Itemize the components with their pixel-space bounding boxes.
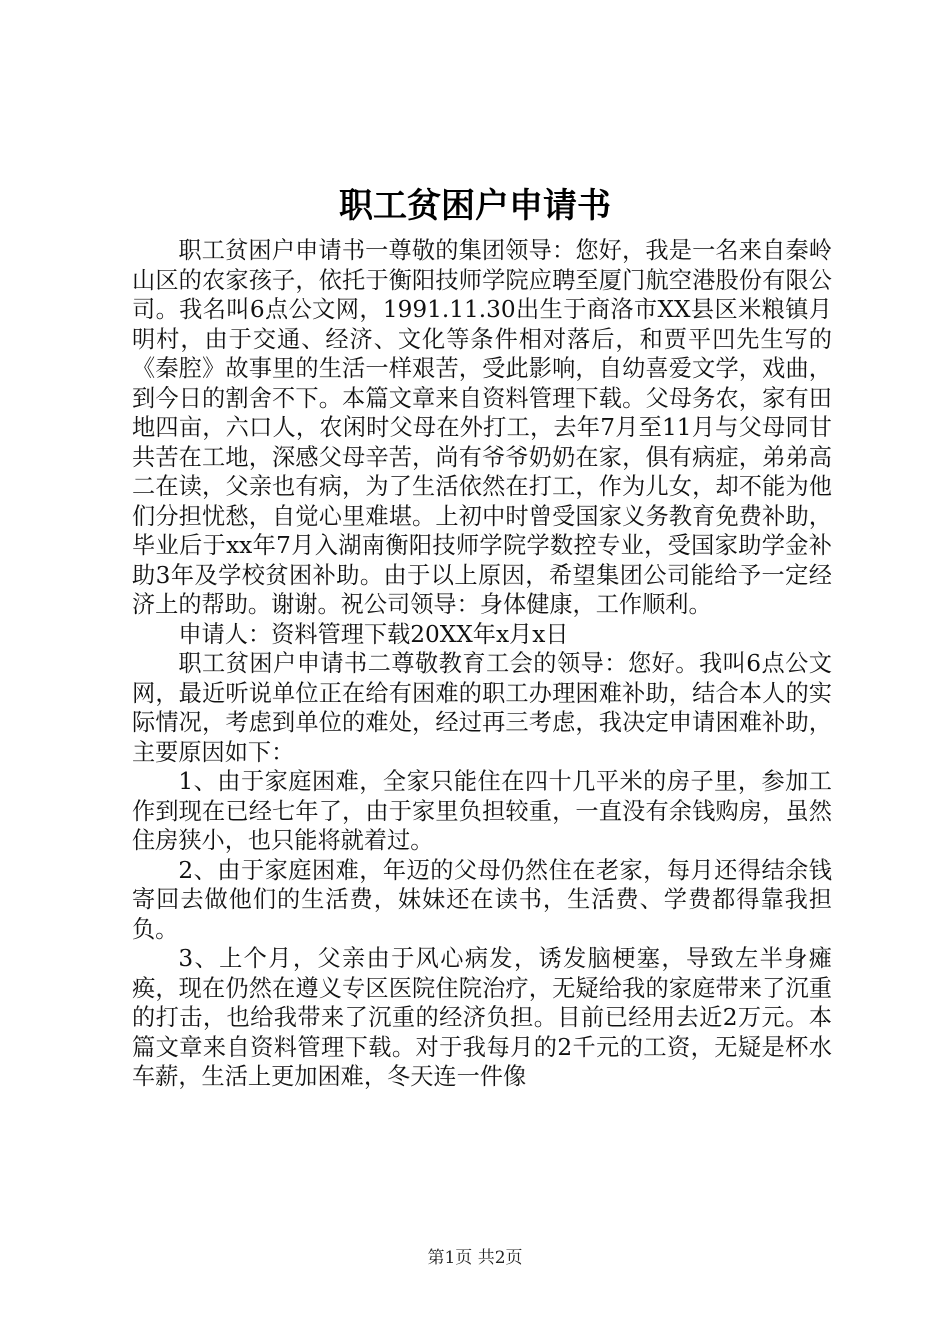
paragraph-reason-3: 3、上个月，父亲由于风心病发，诱发脑梗塞，导致左半身瘫痪，现在仍然在遵义专区医院住院治疗，无疑给我的家庭带来了沉重的打击，也给我带来了沉重的经济负担。目前已经用去近2万元。本篇文章来自资料管理下载。对于我每月的2千元的工资，无疑是杯水车薪，生活上更加困难，冬天连一件像 <box>132 945 832 1090</box>
paragraph-letter-one: 职工贫困户申请书一尊敬的集团领导：您好，我是一名来自秦岭山区的农家孩子，依托于衡阳技师学院应聘至厦门航空港股份有限公司。我名叫6点公文网，1991.11.30出生于商洛市XX县区米粮镇月明村，由于交通、经济、文化等条件相对落后，和贾平凹先生写的《秦腔》故事里的生活一样艰苦，受此影响，自幼喜爱文学，戏曲，到今日的割舍不下。本篇文章来自资料管理下载。父母务农，家有田地四亩，六口人，农闲时父母在外打工，去年7月至11月与父母同甘共苦在工地，深感父母辛苦，尚有爷爷奶奶在家，俱有病症，弟弟高二在读，父亲也有病，为了生活依然在打工，作为儿女，却不能为他们分担忧愁，自觉心里难堪。上初中时曾受国家义务教育免费补助，毕业后于xx年7月入湖南衡阳技师学院学数控专业，受国家助学金补助3年及学校贫困补助。由于以上原因，希望集团公司能给予一定经济上的帮助。谢谢。祝公司领导：身体健康，工作顺利。 <box>132 237 832 618</box>
paragraph-letter-two: 职工贫困户申请书二尊敬教育工会的领导：您好。我叫6点公文网，最近听说单位正在给有困难的职工办理困难补助，结合本人的实际情况，考虑到单位的难处，经过再三考虑，我决定申请困难补助，主要原因如下： <box>132 650 832 766</box>
page-footer: 第1页 共2页 <box>427 1248 523 1268</box>
document-body <box>132 236 832 1092</box>
paragraph-reason-2: 2、由于家庭困难，年迈的父母仍然住在老家，每月还得结余钱寄回去做他们的生活费，妹妹还在读书，生活费、学费都得靠我担负。 <box>132 856 832 943</box>
paragraph-reason-1: 1、由于家庭困难，全家只能住在四十几平米的房子里，参加工作到现在已经七年了，由于家里负担较重，一直没有余钱购房，虽然住房狭小，也只能将就着过。 <box>132 768 832 854</box>
document-title: 职工贫困户申请书 <box>339 186 611 226</box>
paragraph-applicant-signature: 申请人：资料管理下载20XX年x月x日 <box>178 620 569 648</box>
